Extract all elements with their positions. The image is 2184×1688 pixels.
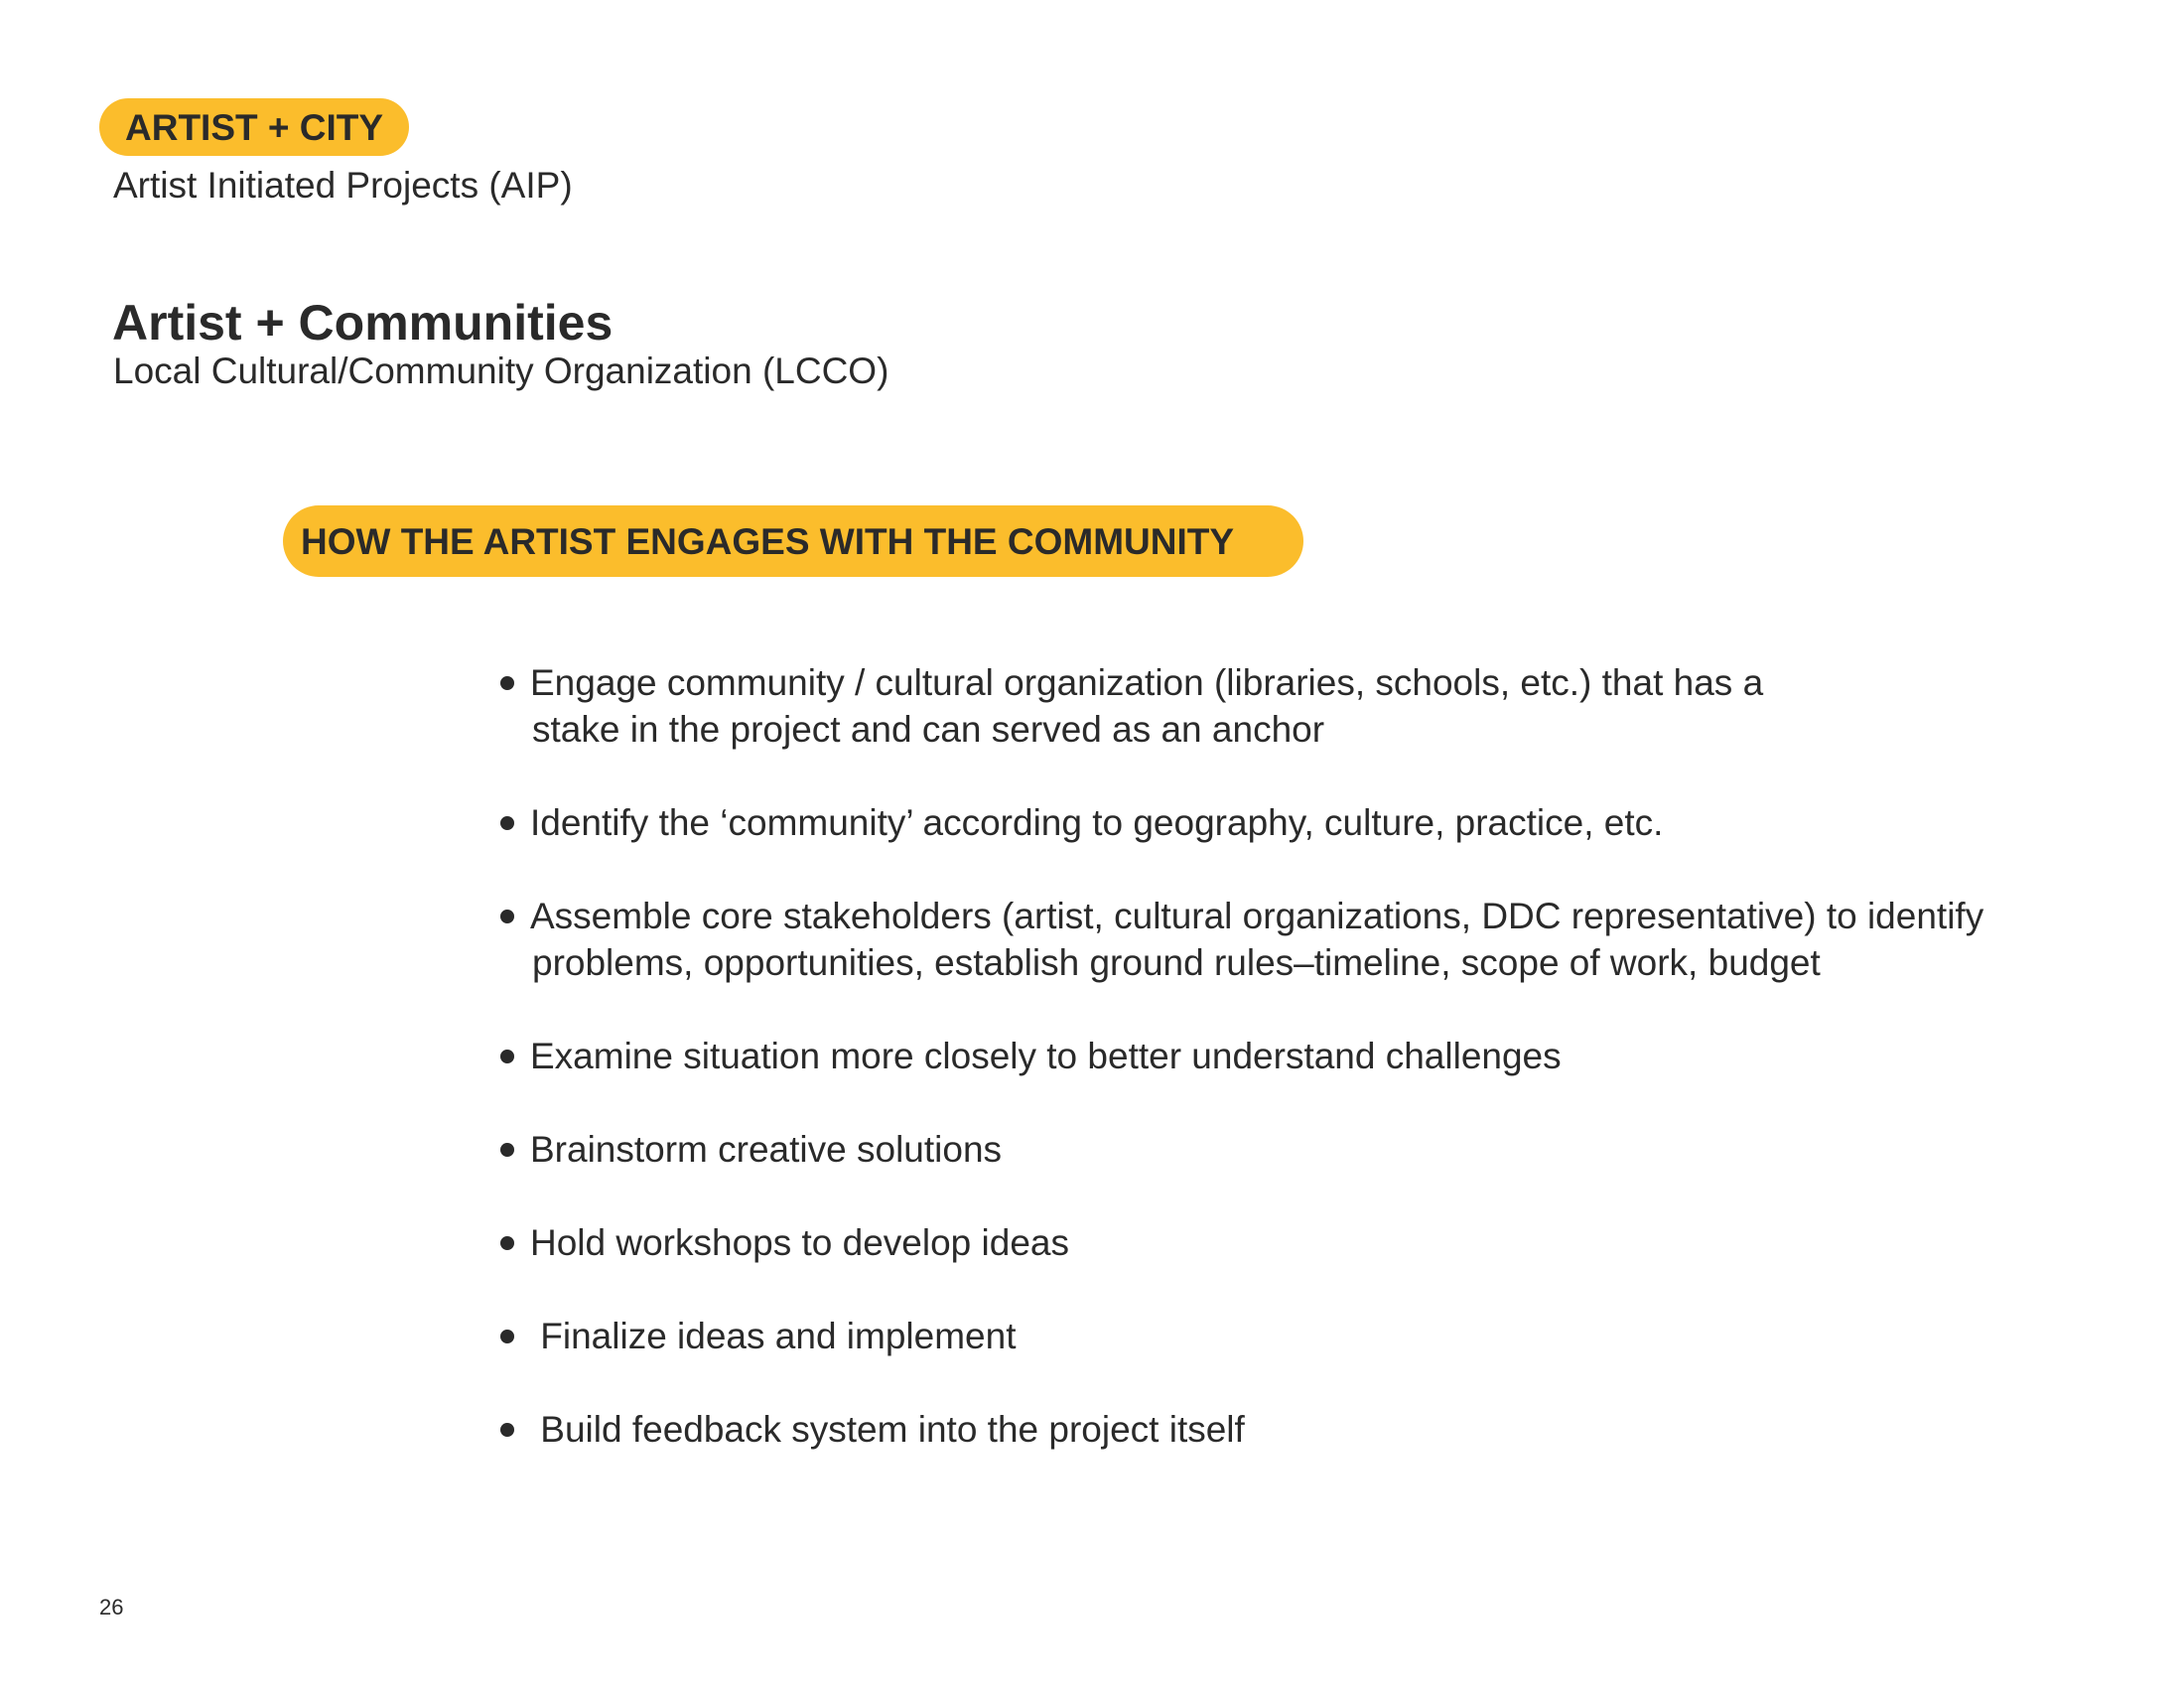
bullet-icon (500, 1126, 530, 1173)
engagement-banner-label: HOW THE ARTIST ENGAGES WITH THE COMMUNITY (301, 520, 1235, 562)
bullet-icon (500, 1406, 530, 1453)
bullet-icon (500, 659, 530, 706)
engagement-banner (283, 505, 1303, 577)
list-item: Build feedback system into the project itself (500, 1406, 1245, 1453)
list-item: Engage community / cultural organization (libraries, schools, etc.) that has a stake in the project and can served as an anchor (500, 659, 1763, 753)
list-item: Identify the ‘community’ according to geography, culture, practice, etc. (500, 799, 1663, 846)
list-item: Finalize ideas and implement (500, 1313, 1016, 1359)
bullet-icon (500, 893, 530, 939)
list-item: Examine situation more closely to better understand challenges (500, 1033, 1562, 1079)
section-tag-label: ARTIST + CITY (125, 106, 384, 148)
section-tag-artist-city (99, 98, 409, 156)
bullet-icon (500, 799, 530, 846)
bullet-icon (500, 1033, 530, 1079)
bullet-icon (500, 1313, 530, 1359)
list-item: Assemble core stakeholders (artist, cultural organizations, DDC representative) to identify problems, opportunities, establish ground rules–timeline, scope of work, budget (500, 893, 1983, 986)
page-number: 26 (99, 1595, 124, 1619)
bullet-icon (500, 1219, 530, 1266)
page-title: Artist + Communities (112, 295, 614, 351)
aip-subtitle: Artist Initiated Projects (AIP) (113, 165, 573, 206)
lcco-subtitle: Local Cultural/Community Organization (LCCO) (113, 351, 889, 391)
list-item: Hold workshops to develop ideas (500, 1219, 1069, 1266)
list-item: Brainstorm creative solutions (500, 1126, 1002, 1173)
